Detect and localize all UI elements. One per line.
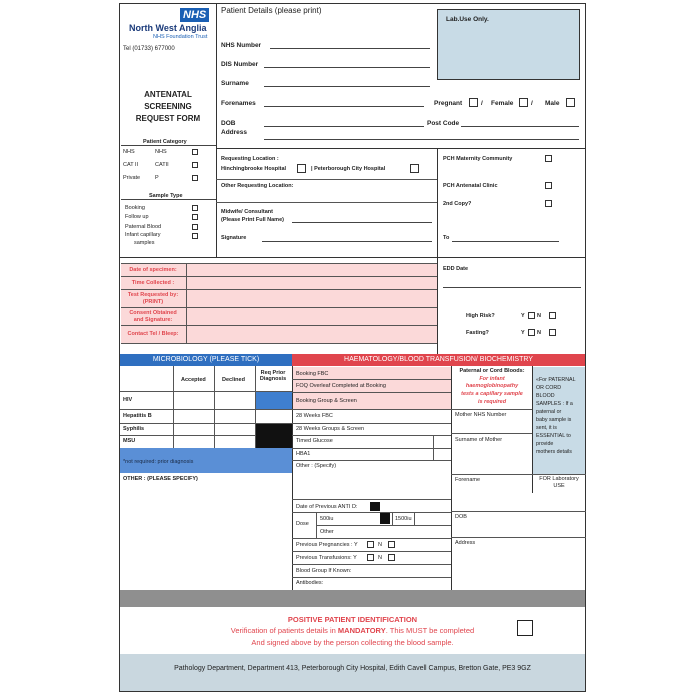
row-hepatitis-b: Hepatitis B: [123, 413, 152, 419]
second-copy-label: 2nd Copy?: [443, 201, 472, 207]
address-field[interactable]: [264, 139, 579, 140]
category-private: Private: [123, 175, 141, 181]
consent-signature-label: and Signature:: [133, 317, 173, 323]
sample-infant-2: samples: [134, 240, 155, 246]
test-requested-label: Test Requested by:: [127, 292, 179, 298]
signature-field[interactable]: [262, 241, 432, 242]
ppi-line-1: [120, 627, 585, 635]
slash: /: [531, 100, 533, 107]
form-title-3: REQUEST FORM: [135, 114, 201, 123]
hinchingbrooke-checkbox[interactable]: [297, 164, 306, 173]
req-prior-shaded: [256, 424, 292, 448]
test-timed-glucose: Timed Glucose: [296, 438, 333, 444]
post-code-label: Post Code: [427, 120, 460, 127]
category-cat2: CAT II: [123, 162, 139, 168]
fasting-y-checkbox[interactable]: [528, 329, 535, 336]
divider: [121, 145, 216, 146]
category-cat2-code: CATII: [155, 162, 169, 168]
to-field[interactable]: [452, 241, 559, 242]
side-note-6: baby sample is: [536, 417, 572, 423]
form-title-1: ANTENATAL: [144, 90, 192, 99]
prev-preg-n: N: [378, 542, 382, 548]
pregnant-label: Pregnant: [434, 100, 463, 107]
ppi-title: POSITIVE PATIENT IDENTIFICATION: [287, 615, 418, 624]
col-accepted: Accepted: [181, 377, 206, 383]
divider: [292, 448, 451, 449]
peterborough-label: | Peterborough City Hospital: [311, 166, 386, 172]
divider: [451, 409, 532, 410]
surname-field[interactable]: [264, 86, 430, 87]
to-label: To: [443, 235, 450, 241]
divider: [216, 202, 437, 203]
hinchingbrooke-label: Hinchingbrooke Hospital: [221, 166, 287, 172]
high-risk-y-checkbox[interactable]: [528, 312, 535, 319]
tel-number: Tel (01733) 677000: [123, 46, 175, 52]
forenames-label: Forenames: [221, 100, 256, 107]
other-location-label: Other Requesting Location:: [221, 183, 294, 189]
paternal-sub-2: haemoglobinopathy: [465, 383, 519, 389]
divider: [292, 538, 451, 539]
mother-nhs-label: Mother NHS Number: [455, 412, 507, 418]
sample-follow-up: Follow up: [125, 214, 149, 220]
ppi-line-1b: MANDATORY: [337, 626, 386, 635]
lab-use-label: Lab.Use Only.: [446, 16, 489, 23]
midwife-field[interactable]: [292, 222, 432, 223]
divider: [292, 423, 451, 424]
sample-paternal-checkbox[interactable]: [192, 224, 198, 230]
col-req-prior: Req Prior Diagnosis: [259, 370, 287, 383]
nhs-logo: NHS: [180, 8, 209, 22]
sample-paternal: Paternal Blood: [125, 224, 162, 230]
side-note-7: sent, it is: [536, 425, 557, 431]
female-checkbox[interactable]: [519, 98, 528, 107]
side-note-8: ESSENTIAL to: [536, 433, 571, 439]
test-foq: FOQ Overleaf Completed at Booking: [296, 383, 386, 389]
anti-d-label: Date of Previous ANTI D:: [296, 504, 358, 510]
test-booking-group: Booking Group & Screen: [296, 398, 357, 404]
test-requested-print-label: (PRINT): [142, 299, 164, 305]
haematology-header: HAEMATOLOGY/BLOOD TRANSFUSION/ BIOCHEMISTRY: [292, 354, 585, 366]
time-collected-label: Time Collected :: [131, 280, 175, 286]
midwife-sub-label: (Please Print Full Name): [221, 217, 284, 223]
ppi-line-2: And signed above by the person collecting the blood sample.: [251, 638, 454, 647]
divider: [121, 343, 437, 344]
paternal-dob-label: DOB: [455, 514, 467, 520]
surname-label: Surname: [221, 80, 249, 87]
divider: [121, 199, 216, 200]
ppi-line-1c: . This MUST be completed: [385, 626, 475, 635]
other-specify-label: OTHER : (PLEASE SPECIFY): [123, 476, 198, 482]
contact-tel-label: Contact Tel / Bleep:: [127, 331, 179, 337]
date-of-specimen-label: Date of specimen:: [129, 267, 177, 273]
divider: [433, 435, 434, 460]
prev-preg-n-checkbox[interactable]: [388, 541, 395, 548]
divider: [292, 577, 451, 578]
divider: [119, 257, 586, 258]
divider: [437, 257, 438, 354]
for-lab-2: USE: [553, 483, 565, 489]
slash: /: [481, 100, 483, 107]
category-nhs-code: NHS: [155, 149, 167, 155]
surname-mother-label: Surname of Mother: [455, 437, 503, 443]
divider: [292, 564, 451, 565]
test-hba1: HBA1: [296, 451, 311, 457]
paternal-address-label: Address: [455, 540, 476, 546]
pregnant-checkbox[interactable]: [469, 98, 478, 107]
dis-number-label: DIS Number: [221, 61, 259, 68]
divider: [292, 435, 451, 436]
test-28-weeks-group: 28 Weeks Groups & Screen: [296, 426, 365, 432]
high-risk-label: High Risk?: [466, 313, 495, 319]
row-hiv: HIV: [123, 397, 133, 403]
divider: [437, 148, 438, 257]
divider: [216, 148, 586, 149]
fasting-y: Y: [521, 330, 525, 336]
dis-number-field[interactable]: [264, 67, 430, 68]
divider: [451, 433, 532, 434]
prior-diagnosis-note: *not required: prior diagnosis: [123, 459, 194, 465]
ppi-line-1a: Verification of patients details in: [230, 626, 338, 635]
row-syphilis: Syphilis: [123, 426, 145, 432]
signature-label: Signature: [221, 235, 247, 241]
female-label: Female: [491, 100, 514, 107]
divider: [292, 499, 451, 500]
nhs-number-label: NHS Number: [221, 42, 262, 49]
divider: [216, 179, 437, 180]
paternal-forename-label: Forename: [455, 477, 481, 483]
prev-preg-y-checkbox[interactable]: [367, 541, 374, 548]
male-label: Male: [545, 100, 560, 107]
org-sub: NHS Foundation Trust: [153, 34, 208, 40]
col-declined: Declined: [222, 377, 245, 383]
side-note-10: mothers details: [536, 449, 572, 455]
side-note-5: paternal or: [536, 409, 562, 415]
pch-antenatal-label: PCH Antenatal Clinic: [443, 183, 498, 189]
sample-infant-checkbox[interactable]: [192, 233, 198, 239]
category-private-checkbox[interactable]: [192, 175, 198, 181]
prev-trans-y-checkbox[interactable]: [367, 554, 374, 561]
high-risk-y: Y: [521, 313, 525, 319]
nhs-number-field[interactable]: [270, 48, 430, 49]
second-copy-checkbox[interactable]: [545, 200, 552, 207]
edd-date-field[interactable]: [443, 287, 581, 288]
sample-follow-up-checkbox[interactable]: [192, 214, 198, 220]
category-nhs-checkbox[interactable]: [192, 149, 198, 155]
edd-date-label: EDD Date: [443, 266, 469, 272]
sample-booking: Booking: [125, 205, 145, 211]
divider: [292, 392, 451, 393]
forenames-field[interactable]: [264, 106, 424, 107]
dose-500-shaded: [380, 513, 390, 524]
divider: [292, 379, 451, 380]
req-prior-hiv-shaded: [256, 392, 292, 409]
sample-infant: Infant capillary: [125, 232, 161, 238]
requesting-location-label: Requesting Location :: [221, 156, 279, 162]
form-title-2: SCREENING: [144, 102, 192, 111]
peterborough-checkbox[interactable]: [410, 164, 419, 173]
sample-booking-checkbox[interactable]: [192, 205, 198, 211]
divider: [451, 474, 532, 475]
fasting-label: Fasting?: [466, 330, 489, 336]
midwife-label: Midwife/ Consultant: [221, 209, 273, 215]
paternal-title: Paternal or Cord Bloods:: [459, 368, 525, 374]
antibodies-label: Antibodies:: [296, 580, 324, 586]
category-private-code: P: [155, 175, 159, 181]
prev-transfusions-label: Previous Transfusions: Y: [296, 555, 357, 561]
blood-group-label: Blood Group If Known:: [296, 568, 352, 574]
org-name: North West Anglia: [129, 23, 207, 33]
anti-d-shaded: [370, 502, 380, 511]
divider: [292, 409, 451, 410]
high-risk-n: N: [537, 313, 541, 319]
paternal-sub-3: tests a capillary sample: [461, 391, 523, 397]
patient-details-title: Patient Details (please print): [221, 6, 322, 15]
prev-trans-n-checkbox[interactable]: [388, 554, 395, 561]
consent-label: Consent Obtained: [129, 310, 177, 316]
divider: [120, 409, 292, 410]
dob-label: DOB: [221, 120, 236, 127]
divider: [292, 460, 451, 461]
specimen-input-area[interactable]: [187, 264, 437, 343]
test-booking-fbc: Booking FBC: [296, 371, 329, 377]
divider: [451, 511, 586, 512]
divider: [392, 512, 393, 525]
high-risk-n-checkbox[interactable]: [549, 312, 556, 319]
test-28-weeks-fbc: 28 Weeks FBC: [296, 413, 333, 419]
male-checkbox[interactable]: [566, 98, 575, 107]
paternal-sub-4: is required: [477, 399, 507, 405]
category-nhs: NHS: [123, 149, 135, 155]
ppi-checkbox[interactable]: [517, 620, 533, 636]
fasting-n-checkbox[interactable]: [549, 329, 556, 336]
divider: [292, 551, 451, 552]
pch-maternity-label: PCH Maternity Community: [443, 156, 513, 162]
test-other: Other : (Specify): [296, 463, 337, 469]
divider: [414, 512, 415, 525]
divider: [451, 537, 586, 538]
other-specify-field[interactable]: [121, 485, 291, 589]
dose-500: 500iu: [320, 516, 334, 522]
category-cat2-checkbox[interactable]: [192, 162, 198, 168]
dob-field[interactable]: [264, 126, 424, 127]
prev-trans-n: N: [378, 555, 382, 561]
divider: [316, 525, 451, 526]
separator-bar: [120, 590, 585, 607]
patient-category-title: Patient Category: [143, 139, 187, 145]
footer-address: Pathology Department, Department 413, Peterborough City Hospital, Edith Cavell Campus, Bretton Gate, PE3 9GZ: [174, 665, 531, 672]
post-code-field[interactable]: [461, 126, 579, 127]
address-label: Address: [221, 129, 248, 136]
side-note-1: «For PATERNAL: [536, 377, 576, 383]
side-note-4: SAMPLES : If a: [536, 401, 573, 407]
side-note-3: BLOOD: [536, 393, 555, 399]
pch-maternity-checkbox[interactable]: [545, 155, 552, 162]
divider: [532, 474, 586, 475]
for-lab-1: FOR Laboratory: [539, 476, 579, 482]
paternal-sub-1: For infant: [479, 376, 505, 382]
dose-label: Dose: [296, 521, 309, 527]
divider: [216, 3, 217, 148]
pch-antenatal-checkbox[interactable]: [545, 182, 552, 189]
side-note-9: provide: [536, 441, 554, 447]
fasting-n: N: [537, 330, 541, 336]
side-note-2: OR CORD: [536, 385, 562, 391]
microbiology-header: MICROBIOLOGY (PLEASE TICK): [120, 354, 292, 366]
prev-pregnancies-label: Previous Pregnancies : Y: [296, 542, 358, 548]
row-msu: MSU: [123, 438, 136, 444]
sample-type-title: Sample Type: [149, 193, 183, 199]
dose-1500: 1500iu: [395, 516, 412, 522]
dose-other: Other: [320, 529, 334, 535]
